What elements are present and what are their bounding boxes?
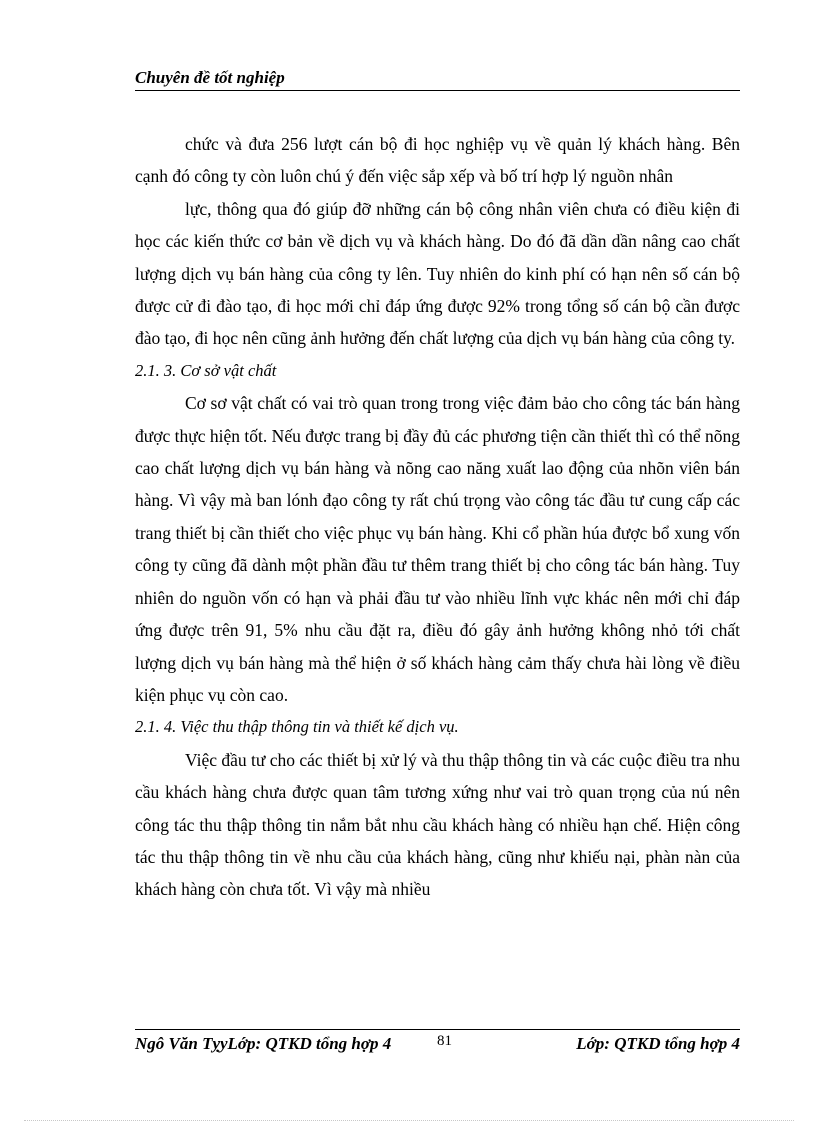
paragraph-1: chức và đưa 256 lượt cán bộ đi học nghiệp vụ về quản lý khách hàng. Bên cạnh đó công ty còn luôn chú ý đến việc sắp xếp và bố trí hợp lý nguồn nhân <box>135 134 740 187</box>
page-footer <box>135 1029 740 1058</box>
footer-class: Lớp: QTKD tổng hợp 4 <box>576 1034 740 1053</box>
page-number: 81 <box>437 1033 452 1049</box>
paragraph-4: Việc đầu tư cho các thiết bị xử lý và thu thập thông tin và các cuộc điều tra nhu cầu khách hàng chưa được quan tâm tương xứng như vai trò quan trọng của nú nên công tác thu thập thông tin nắm bắt nhu cầu khách hàng có nhiều hạn chế. Hiện công tác thu thập thông tin về nhu cầu của khách hàng, cũng như khiếu nại, phàn nàn của khách hàng còn chưa tốt. Vì vậy mà nhiều <box>135 749 740 900</box>
section-heading-2-1-4: 2.1. 4. Việc thu thập thông tin và thiết kế dịch vụ. <box>135 717 459 737</box>
page-header <box>135 68 740 91</box>
document-body <box>135 128 740 906</box>
section-heading-2-1-3: 2.1. 3. Cơ sở vật chất <box>135 360 277 380</box>
paragraph-3: Cơ sơ vật chất có vai trò quan trong trong việc đảm bảo cho công tác bán hàng được thực hiện tốt. Nếu được trang bị đầy đủ các phương tiện cần thiết thì có thể nõng cao chất lượng dịch vụ bán hàng và nõng cao năng xuất lao động của nhõn viên bán hàng. Vì vậy mà ban lónh đạo công ty rất chú trọng vào công tác đầu tư cung cấp các trang thiết bị cần thiết cho việc phục vụ bán hàng. Khi cổ phần húa được bổ xung vốn công ty cũng đã dành một phần đầu tư thêm trang thiết bị cho công tác bán hàng. Tuy nhiên do nguồn vốn có hạn và phải đầu tư vào nhiều lĩnh vực khác nên mới chỉ đáp ứng được trên 91, 5% nhu cầu đặt ra, điều đó gây ảnh hưởng không nhỏ tới chất lượng dịch vụ bán hàng mà thể hiện ở số khách hàng cảm thấy chưa hài lòng về điều kiện phục vụ còn cao. <box>135 393 740 705</box>
header-title: Chuyên đề tốt nghiệp <box>135 68 285 87</box>
footer-author: Ngô Văn TỵyLớp: QTKD tổng hợp 4 <box>135 1034 392 1053</box>
paragraph-2: lực, thông qua đó giúp đỡ những cán bộ công nhân viên chưa có điều kiện đi học các kiến thức cơ bản về dịch vụ và khách hàng. Do đó đã dần dần nâng cao chất lượng dịch vụ bán hàng của công ty lên. Tuy nhiên do kinh phí có hạn nên số cán bộ được cử đi đào tạo, đi học mới chỉ đáp ứng được 92% trong tổng số cán bộ cần được đào tạo, đi học nên cũng ảnh hưởng đến chất lượng của dịch vụ bán hàng của công ty. <box>135 198 740 349</box>
page-edge-divider <box>24 1120 794 1121</box>
